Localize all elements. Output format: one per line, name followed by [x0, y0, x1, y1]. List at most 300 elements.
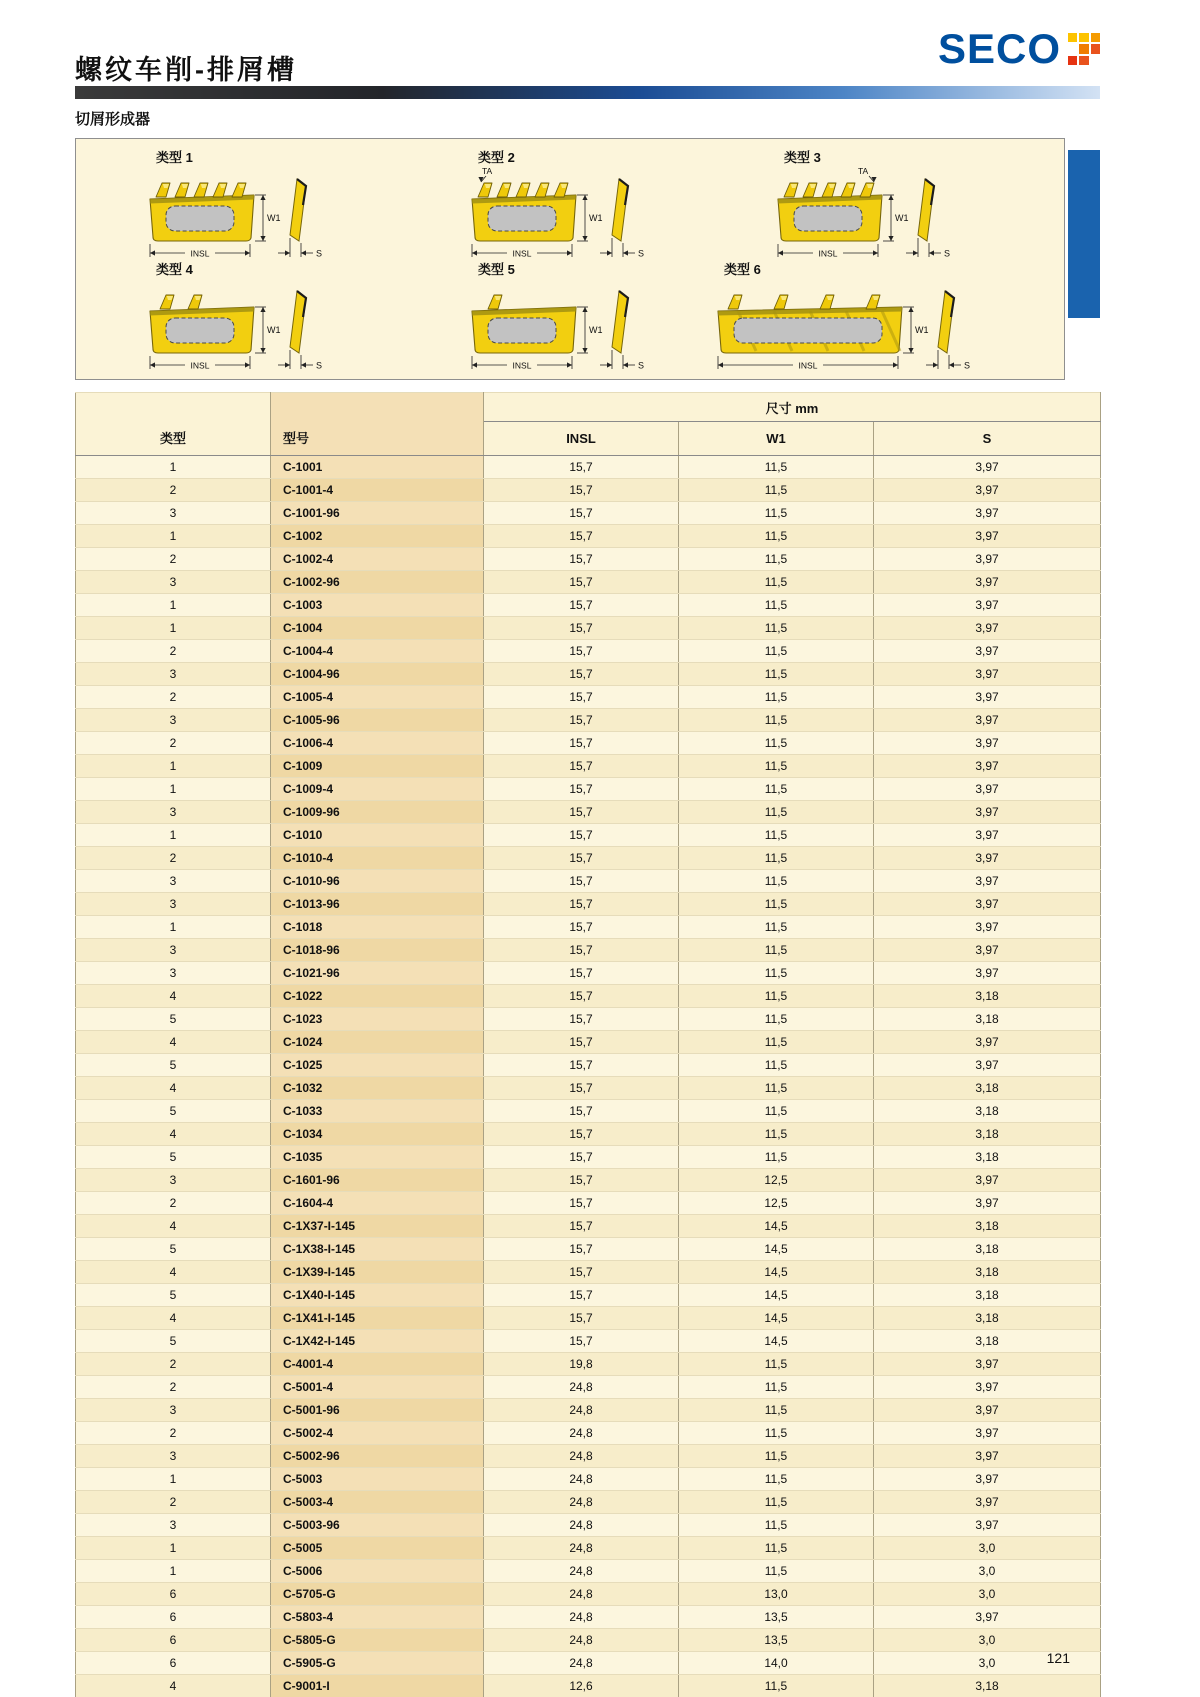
- cell-insl: 15,7: [484, 640, 679, 663]
- table-row: [76, 479, 1101, 502]
- cell-insl: 24,8: [484, 1376, 679, 1399]
- insert-type-label: 类型 5: [478, 262, 515, 277]
- cell-model: C-1032: [271, 1077, 484, 1100]
- svg-text:W1: W1: [589, 213, 603, 223]
- cell-model: C-5001-4: [271, 1376, 484, 1399]
- cell-type: 2: [76, 686, 271, 709]
- insert-illustration: [464, 165, 679, 265]
- cell-w1: 11,5: [679, 1675, 874, 1697]
- cell-model: C-1001-4: [271, 479, 484, 502]
- col-header-size-group: 尺寸 mm: [484, 393, 1101, 422]
- cell-model: C-1001: [271, 456, 484, 479]
- cell-insl: 19,8: [484, 1353, 679, 1376]
- cell-type: 5: [76, 1330, 271, 1353]
- svg-text:W1: W1: [267, 325, 281, 335]
- cell-insl: 15,7: [484, 1008, 679, 1031]
- cell-s: 3,97: [874, 617, 1101, 640]
- cell-insl: 15,7: [484, 1031, 679, 1054]
- svg-text:INSL: INSL: [190, 360, 210, 371]
- cell-type: 4: [76, 1307, 271, 1330]
- cell-type: 1: [76, 824, 271, 847]
- table-row: [76, 1008, 1101, 1031]
- svg-text:S: S: [638, 248, 645, 259]
- insert-type-figure: [464, 259, 679, 382]
- cell-w1: 11,5: [679, 709, 874, 732]
- cell-type: 2: [76, 640, 271, 663]
- cell-type: 3: [76, 1399, 271, 1422]
- cell-insl: 15,7: [484, 686, 679, 709]
- cell-model: C-1025: [271, 1054, 484, 1077]
- cell-type: 1: [76, 594, 271, 617]
- table-row: [76, 916, 1101, 939]
- cell-s: 3,18: [874, 1146, 1101, 1169]
- cell-model: C-1003: [271, 594, 484, 617]
- cell-s: 3,97: [874, 1054, 1101, 1077]
- cell-s: 3,97: [874, 870, 1101, 893]
- cell-insl: 15,7: [484, 985, 679, 1008]
- cell-insl: 24,8: [484, 1652, 679, 1675]
- cell-w1: 11,5: [679, 1146, 874, 1169]
- cell-s: 3,0: [874, 1583, 1101, 1606]
- cell-model: C-1034: [271, 1123, 484, 1146]
- cell-model: C-5003: [271, 1468, 484, 1491]
- seco-logo-text: SECO: [937, 25, 1061, 72]
- table-row: [76, 571, 1101, 594]
- cell-type: 4: [76, 1123, 271, 1146]
- cell-type: 5: [76, 1054, 271, 1077]
- cell-s: 3,97: [874, 1169, 1101, 1192]
- insert-type-label: 类型 2: [478, 150, 515, 165]
- cell-s: 3,97: [874, 1445, 1101, 1468]
- table-row: [76, 962, 1101, 985]
- cell-type: 4: [76, 1675, 271, 1697]
- cell-w1: 12,5: [679, 1169, 874, 1192]
- cell-s: 3,0: [874, 1652, 1101, 1675]
- cell-insl: 24,8: [484, 1422, 679, 1445]
- cell-type: 2: [76, 1192, 271, 1215]
- col-header-insl: INSL: [484, 422, 679, 456]
- cell-w1: 14,5: [679, 1261, 874, 1284]
- cell-model: C-1002-4: [271, 548, 484, 571]
- cell-s: 3,97: [874, 962, 1101, 985]
- cell-model: C-5905-G: [271, 1652, 484, 1675]
- cell-model: C-1006-4: [271, 732, 484, 755]
- svg-text:S: S: [638, 360, 645, 371]
- cell-w1: 14,5: [679, 1330, 874, 1353]
- cell-model: C-1024: [271, 1031, 484, 1054]
- insert-type-label: 类型 6: [724, 262, 761, 277]
- insert-type-figure: [770, 147, 985, 270]
- cell-model: C-1035: [271, 1146, 484, 1169]
- table-row: [76, 1675, 1101, 1697]
- cell-model: C-1010: [271, 824, 484, 847]
- cell-type: 1: [76, 1537, 271, 1560]
- cell-model: C-1X42-I-145: [271, 1330, 484, 1353]
- cell-s: 3,97: [874, 686, 1101, 709]
- cell-model: C-4001-4: [271, 1353, 484, 1376]
- cell-type: 3: [76, 571, 271, 594]
- cell-type: 5: [76, 1146, 271, 1169]
- table-row: [76, 893, 1101, 916]
- cell-model: C-1X39-I-145: [271, 1261, 484, 1284]
- cell-model: C-1009: [271, 755, 484, 778]
- logo-square: [1068, 33, 1077, 42]
- table-row: [76, 1146, 1101, 1169]
- cell-s: 3,18: [874, 985, 1101, 1008]
- table-row: [76, 1100, 1101, 1123]
- cell-w1: 11,5: [679, 1054, 874, 1077]
- cell-type: 5: [76, 1100, 271, 1123]
- cell-w1: 11,5: [679, 571, 874, 594]
- cell-type: 1: [76, 525, 271, 548]
- cell-w1: 14,5: [679, 1284, 874, 1307]
- cell-w1: 11,5: [679, 456, 874, 479]
- table-row: [76, 870, 1101, 893]
- cell-type: 2: [76, 479, 271, 502]
- insert-type-label: 类型 1: [156, 150, 193, 165]
- cell-w1: 11,5: [679, 1031, 874, 1054]
- cell-model: C-1002: [271, 525, 484, 548]
- svg-text:W1: W1: [267, 213, 281, 223]
- table-row: [76, 1560, 1101, 1583]
- cell-w1: 11,5: [679, 1560, 874, 1583]
- cell-model: C-1021-96: [271, 962, 484, 985]
- insert-illustration: [464, 277, 679, 377]
- cell-insl: 15,7: [484, 617, 679, 640]
- cell-w1: 14,0: [679, 1652, 874, 1675]
- cell-w1: 11,5: [679, 1376, 874, 1399]
- cell-model: C-5006: [271, 1560, 484, 1583]
- cell-w1: 11,5: [679, 1445, 874, 1468]
- table-row: [76, 1192, 1101, 1215]
- cell-type: 2: [76, 1353, 271, 1376]
- cell-type: 1: [76, 778, 271, 801]
- table-row: [76, 1583, 1101, 1606]
- cell-type: 1: [76, 755, 271, 778]
- table-row: [76, 594, 1101, 617]
- cell-model: C-1005-4: [271, 686, 484, 709]
- table-row: [76, 456, 1101, 479]
- cell-type: 5: [76, 1284, 271, 1307]
- table-row: [76, 640, 1101, 663]
- table-row: [76, 732, 1101, 755]
- cell-type: 4: [76, 1261, 271, 1284]
- cell-s: 3,97: [874, 525, 1101, 548]
- cell-insl: 15,7: [484, 525, 679, 548]
- cell-s: 3,97: [874, 824, 1101, 847]
- cell-s: 3,97: [874, 893, 1101, 916]
- svg-text:S: S: [316, 248, 323, 259]
- cell-insl: 15,7: [484, 1169, 679, 1192]
- cell-insl: 15,7: [484, 1215, 679, 1238]
- cell-w1: 14,5: [679, 1215, 874, 1238]
- cell-s: 3,97: [874, 847, 1101, 870]
- cell-w1: 11,5: [679, 1008, 874, 1031]
- table-row: [76, 1537, 1101, 1560]
- table-row: [76, 1514, 1101, 1537]
- cell-insl: 15,7: [484, 1123, 679, 1146]
- table-row: [76, 1169, 1101, 1192]
- cell-w1: 11,5: [679, 479, 874, 502]
- cell-w1: 11,5: [679, 755, 874, 778]
- cell-w1: 13,0: [679, 1583, 874, 1606]
- cell-type: 3: [76, 709, 271, 732]
- cell-s: 3,18: [874, 1675, 1101, 1697]
- cell-s: 3,97: [874, 1399, 1101, 1422]
- cell-s: 3,97: [874, 755, 1101, 778]
- cell-s: 3,97: [874, 479, 1101, 502]
- cell-s: 3,0: [874, 1629, 1101, 1652]
- cell-insl: 15,7: [484, 571, 679, 594]
- col-header-type: 类型: [76, 393, 271, 456]
- table-row: [76, 548, 1101, 571]
- table-row: [76, 847, 1101, 870]
- cell-s: 3,18: [874, 1284, 1101, 1307]
- cell-w1: 11,5: [679, 525, 874, 548]
- insert-illustration: [142, 277, 357, 377]
- table-row: [76, 755, 1101, 778]
- cell-w1: 11,5: [679, 1399, 874, 1422]
- cell-s: 3,97: [874, 571, 1101, 594]
- section-side-tab: [1068, 150, 1100, 318]
- cell-insl: 15,7: [484, 594, 679, 617]
- cell-insl: 15,7: [484, 824, 679, 847]
- cell-s: 3,97: [874, 801, 1101, 824]
- table-row: [76, 1077, 1101, 1100]
- table-row: [76, 985, 1101, 1008]
- cell-w1: 11,5: [679, 548, 874, 571]
- insert-type-label: 类型 3: [784, 150, 821, 165]
- page-number: 121: [1046, 1650, 1070, 1666]
- cell-w1: 11,5: [679, 962, 874, 985]
- cell-insl: 15,7: [484, 1261, 679, 1284]
- cell-insl: 15,7: [484, 778, 679, 801]
- cell-type: 1: [76, 617, 271, 640]
- cell-model: C-1009-96: [271, 801, 484, 824]
- cell-model: C-5003-4: [271, 1491, 484, 1514]
- cell-model: C-1004-4: [271, 640, 484, 663]
- cell-s: 3,18: [874, 1215, 1101, 1238]
- cell-model: C-5805-G: [271, 1629, 484, 1652]
- insert-type-figure: [464, 147, 679, 270]
- cell-model: C-5002-4: [271, 1422, 484, 1445]
- table-row: [76, 617, 1101, 640]
- cell-s: 3,97: [874, 709, 1101, 732]
- cell-type: 2: [76, 548, 271, 571]
- cell-s: 3,97: [874, 1031, 1101, 1054]
- table-row: [76, 1399, 1101, 1422]
- cell-insl: 15,7: [484, 1146, 679, 1169]
- cell-s: 3,97: [874, 1468, 1101, 1491]
- cell-s: 3,18: [874, 1307, 1101, 1330]
- table-row: [76, 1031, 1101, 1054]
- cell-insl: 24,8: [484, 1399, 679, 1422]
- cell-w1: 11,5: [679, 1100, 874, 1123]
- cell-type: 2: [76, 847, 271, 870]
- logo-square: [1079, 56, 1088, 65]
- cell-s: 3,97: [874, 1422, 1101, 1445]
- cell-s: 3,97: [874, 456, 1101, 479]
- cell-insl: 15,7: [484, 1330, 679, 1353]
- cell-w1: 11,5: [679, 502, 874, 525]
- page-title: 螺纹车削-排屑槽: [75, 55, 297, 86]
- table-row: [76, 801, 1101, 824]
- cell-insl: 24,8: [484, 1491, 679, 1514]
- insert-illustration: [710, 277, 1010, 377]
- logo-square: [1068, 56, 1077, 65]
- cell-model: C-1001-96: [271, 502, 484, 525]
- cell-type: 6: [76, 1652, 271, 1675]
- svg-text:TA: TA: [858, 166, 869, 176]
- table-row: [76, 709, 1101, 732]
- cell-w1: 11,5: [679, 824, 874, 847]
- cell-model: C-1X41-I-145: [271, 1307, 484, 1330]
- cell-w1: 11,5: [679, 1123, 874, 1146]
- cell-type: 1: [76, 1560, 271, 1583]
- insert-illustration: [770, 165, 985, 265]
- svg-text:TA: TA: [482, 166, 493, 176]
- cell-type: 1: [76, 1468, 271, 1491]
- table-row: [76, 525, 1101, 548]
- cell-w1: 11,5: [679, 916, 874, 939]
- table-header-row-group: [76, 393, 1101, 422]
- svg-text:INSL: INSL: [818, 248, 838, 259]
- cell-model: C-5705-G: [271, 1583, 484, 1606]
- cell-w1: 11,5: [679, 663, 874, 686]
- cell-s: 3,97: [874, 502, 1101, 525]
- cell-w1: 11,5: [679, 1422, 874, 1445]
- cell-s: 3,97: [874, 1491, 1101, 1514]
- cell-insl: 15,7: [484, 916, 679, 939]
- cell-insl: 24,8: [484, 1606, 679, 1629]
- cell-type: 3: [76, 893, 271, 916]
- cell-insl: 24,8: [484, 1468, 679, 1491]
- table-row: [76, 502, 1101, 525]
- cell-model: C-1010-96: [271, 870, 484, 893]
- svg-text:W1: W1: [589, 325, 603, 335]
- insert-type-figure: [142, 147, 357, 270]
- table-row: [76, 939, 1101, 962]
- cell-s: 3,97: [874, 548, 1101, 571]
- table-row: [76, 1330, 1101, 1353]
- cell-w1: 11,5: [679, 594, 874, 617]
- cell-w1: 11,5: [679, 1077, 874, 1100]
- cell-model: C-1018-96: [271, 939, 484, 962]
- cell-type: 4: [76, 985, 271, 1008]
- cell-model: C-1X37-I-145: [271, 1215, 484, 1238]
- cell-model: C-1601-96: [271, 1169, 484, 1192]
- cell-type: 1: [76, 456, 271, 479]
- logo-square: [1091, 33, 1100, 42]
- cell-type: 4: [76, 1031, 271, 1054]
- table-row: [76, 1215, 1101, 1238]
- cell-model: C-1013-96: [271, 893, 484, 916]
- cell-type: 3: [76, 962, 271, 985]
- table-row: [76, 1238, 1101, 1261]
- table-row: [76, 1629, 1101, 1652]
- cell-insl: 15,7: [484, 1054, 679, 1077]
- cell-model: C-1022: [271, 985, 484, 1008]
- insert-type-label: 类型 4: [156, 262, 193, 277]
- cell-w1: 11,5: [679, 617, 874, 640]
- cell-insl: 15,7: [484, 1284, 679, 1307]
- cell-s: 3,97: [874, 594, 1101, 617]
- table-row: [76, 1353, 1101, 1376]
- cell-s: 3,97: [874, 640, 1101, 663]
- cell-model: C-1005-96: [271, 709, 484, 732]
- cell-s: 3,97: [874, 939, 1101, 962]
- cell-w1: 11,5: [679, 1353, 874, 1376]
- header-gradient-bar: [75, 86, 1100, 99]
- cell-insl: 15,7: [484, 732, 679, 755]
- cell-w1: 12,5: [679, 1192, 874, 1215]
- cell-s: 3,0: [874, 1537, 1101, 1560]
- cell-insl: 15,7: [484, 801, 679, 824]
- svg-text:S: S: [964, 360, 971, 371]
- logo-square: [1079, 33, 1088, 42]
- cell-s: 3,18: [874, 1261, 1101, 1284]
- logo-square: [1091, 44, 1100, 53]
- table-row: [76, 1054, 1101, 1077]
- logo-square: [1068, 44, 1077, 53]
- cell-s: 3,0: [874, 1560, 1101, 1583]
- table-row: [76, 1468, 1101, 1491]
- svg-text:INSL: INSL: [190, 248, 210, 259]
- table-row: [76, 1307, 1101, 1330]
- cell-s: 3,18: [874, 1238, 1101, 1261]
- cell-w1: 11,5: [679, 847, 874, 870]
- cell-type: 6: [76, 1583, 271, 1606]
- cell-s: 3,97: [874, 778, 1101, 801]
- logo-square: [1091, 56, 1100, 65]
- cell-model: C-1004-96: [271, 663, 484, 686]
- cell-s: 3,97: [874, 1376, 1101, 1399]
- cell-type: 2: [76, 1422, 271, 1445]
- cell-model: C-1023: [271, 1008, 484, 1031]
- cell-insl: 24,8: [484, 1629, 679, 1652]
- cell-model: C-1033: [271, 1100, 484, 1123]
- cell-w1: 11,5: [679, 985, 874, 1008]
- cell-w1: 11,5: [679, 686, 874, 709]
- cell-w1: 13,5: [679, 1629, 874, 1652]
- cell-type: 3: [76, 1514, 271, 1537]
- table-body: [76, 456, 1101, 1697]
- cell-model: C-5803-4: [271, 1606, 484, 1629]
- svg-text:S: S: [944, 248, 951, 259]
- table-row: [76, 1606, 1101, 1629]
- cell-insl: 24,8: [484, 1445, 679, 1468]
- table-row: [76, 1284, 1101, 1307]
- cell-model: C-5001-96: [271, 1399, 484, 1422]
- cell-w1: 14,5: [679, 1238, 874, 1261]
- col-header-model: 型号: [271, 393, 484, 456]
- cell-type: 5: [76, 1008, 271, 1031]
- svg-text:S: S: [316, 360, 323, 371]
- cell-type: 4: [76, 1215, 271, 1238]
- cell-type: 3: [76, 1169, 271, 1192]
- cell-model: C-1X40-I-145: [271, 1284, 484, 1307]
- cell-type: 3: [76, 502, 271, 525]
- svg-text:W1: W1: [915, 325, 929, 335]
- cell-type: 3: [76, 870, 271, 893]
- cell-model: C-9001-I: [271, 1675, 484, 1697]
- cell-insl: 24,8: [484, 1560, 679, 1583]
- logo-square: [1079, 44, 1088, 53]
- cell-w1: 11,5: [679, 1468, 874, 1491]
- table-row: [76, 1445, 1101, 1468]
- cell-insl: 15,7: [484, 1100, 679, 1123]
- svg-text:INSL: INSL: [512, 360, 532, 371]
